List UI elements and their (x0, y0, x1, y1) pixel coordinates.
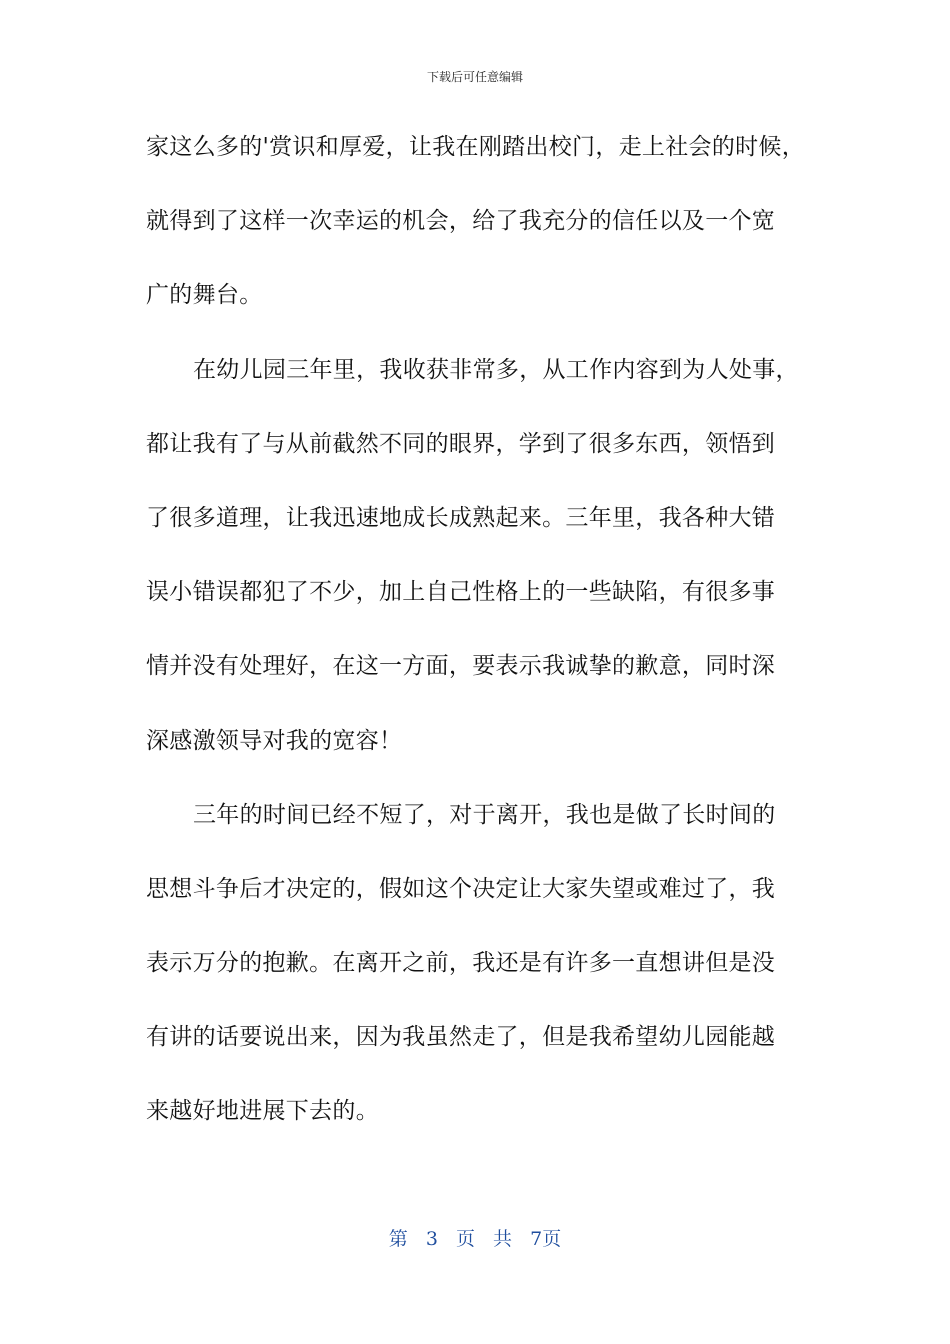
text-line: 就得到了这样一次幸运的机会，给了我充分的信任以及一个宽 (146, 208, 776, 235)
footer-label-di: 第 (388, 1228, 408, 1250)
text-line: 误小错误都犯了不少，加上自己性格上的一些缺陷，有很多事 (146, 579, 776, 606)
page-header: 下载后可任意编辑 (426, 70, 523, 84)
paragraph-start-line: 在幼儿园三年里，我收获非常多，从工作内容到为人处事， (193, 356, 799, 383)
footer-label-ye: 页 (455, 1228, 475, 1250)
text-line: 来越好地进展下去的。 (146, 1098, 379, 1125)
text-line: 家这么多的'赏识和厚爱，让我在刚踏出校门，走上社会的时候， (146, 134, 806, 160)
text-line: 思想斗争后才决定的，假如这个决定让大家失望或难过了，我 (146, 875, 776, 902)
text-line: 了很多道理，让我迅速地成长成熟起来。三年里，我各种大错 (146, 504, 776, 531)
text-line: 深感激领导对我的宽容！ (146, 727, 403, 754)
total-pages: 7页 (530, 1228, 562, 1250)
paragraph-start-line: 三年的时间已经不短了，对于离开，我也是做了长时间的 (193, 801, 776, 828)
text-line: 都让我有了与从前截然不同的眼界，学到了很多东西，领悟到 (146, 430, 776, 457)
text-line: 表示万分的抱歉。在离开之前，我还是有许多一直想讲但是没 (146, 950, 776, 977)
document-body (146, 122, 806, 1161)
current-page-number: 3 (425, 1228, 438, 1250)
page-footer (0, 1224, 950, 1251)
text-line: 情并没有处理好，在这一方面，要表示我诚挚的歉意，同时深 (146, 653, 776, 680)
text-line: 有讲的话要说出来，因为我虽然走了，但是我希望幼儿园能越 (146, 1024, 776, 1051)
footer-label-gong: 共 (493, 1228, 513, 1250)
text-line: 广的舞台。 (146, 282, 263, 309)
